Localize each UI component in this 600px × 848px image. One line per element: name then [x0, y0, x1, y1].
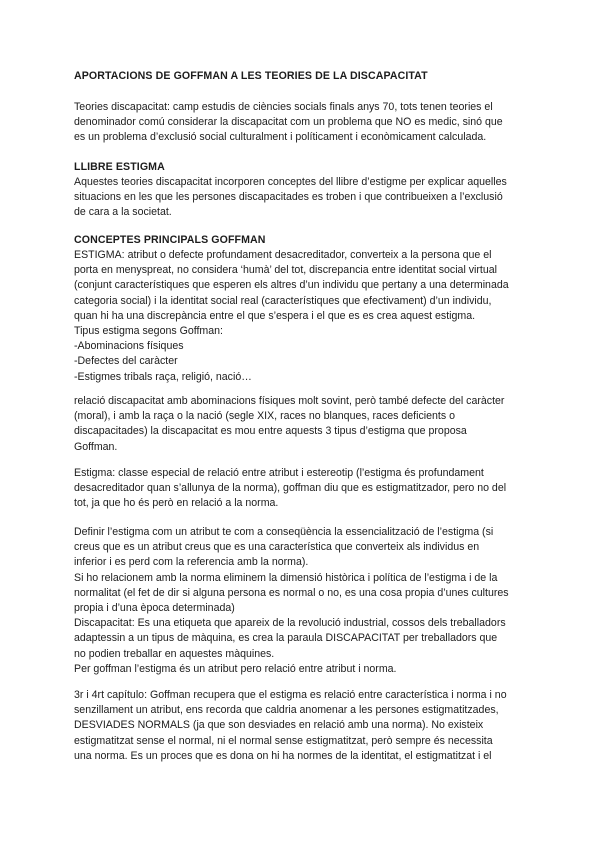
text-line: Goffman. [74, 440, 118, 453]
text-line: inferior i es perd com la referencia amb la norma). [74, 556, 309, 569]
text-line: no podien treballar en aquestes màquines. [74, 647, 275, 660]
text-line: estigmatitzat sense el normal, ni el normal sense estigmatitzat, però sempre és necessita [74, 734, 493, 747]
text-line: de cara a la societat. [74, 206, 172, 219]
text-line: categoria social) i la identitat social real (característiques que efectivament) d’un individu, [74, 294, 492, 307]
section-heading-llibre-estigma: LLIBRE ESTIGMA [74, 161, 165, 173]
text-line: desacreditador quan s’allunya de la norma), goffman diu que es estigmatitzador, pero no del [74, 482, 507, 495]
text-line: Aquestes teories discapacitat incorporen conceptes del llibre d’estigme per explicar aquelles [74, 176, 507, 188]
text-line: porta en menyspreat, no considera ‘humà’ del tot, discrepancia entre identitat social virtual [74, 264, 497, 277]
section-llibre-estigma-text [74, 175, 544, 221]
relation-paragraph [74, 394, 544, 455]
stigma-class-paragraph [74, 466, 544, 512]
text-line: Teories discapacitat: camp estudis de ciències socials finals anys 70, tots tenen teories el [74, 101, 493, 113]
section-heading-conceptes: CONCEPTES PRINCIPALS GOFFMAN [74, 234, 266, 246]
text-line: denominador comú considerar la discapacitat com un problema que NO es medic, sinó que [74, 116, 503, 129]
text-line: discapacitades) la discapacitat es mou entre aquests 3 tipus d’estigma que proposa [74, 425, 467, 438]
text-line: -Defectes del caràcter [74, 355, 178, 368]
text-line: 3r i 4rt capítulo: Goffman recupera que el estigma es relació entre característica i norma i no [74, 689, 507, 701]
text-line: ESTIGMA: atribut o defecte profundament desacreditador, converteix a la persona que el [74, 249, 492, 261]
intro-paragraph [74, 100, 544, 146]
text-line: Si ho relacionem amb la norma eliminem la dimensió històrica i política de l’estigma i de la [74, 571, 498, 584]
text-line: Estigma: classe especial de relació entre atribut i estereotip (l’estigma és profundament [74, 467, 484, 479]
text-line: Discapacitat: Es una etiqueta que apareix de la revolució industrial, cossos dels treballadors [74, 617, 506, 630]
text-line: es un problema d’exclusió social culturalment i políticament i econòmicament calculada. [74, 131, 487, 144]
text-line: (conjunt característiques que esperen els altres d’un individu que pertany a una determinada [74, 279, 509, 292]
text-line: propia i d’una època determinada) [74, 602, 235, 615]
text-line: Definir l’estigma com un atribut te com a conseqüència la essencialització de l’estigma (si [74, 526, 494, 538]
text-line: creus que es un atribut creus que es una característica que converteix als individus en [74, 541, 480, 554]
text-line: quan hi ha una discrepància entre el que s’espera i el que es es crea aquest estigma. [74, 309, 476, 322]
text-line: -Estigmes tribals raça, religió, nació… [74, 370, 252, 383]
text-line: (moral), i amb la raça o la nació (segle XIX, races no blanques, races deficients o [74, 410, 455, 423]
text-line: DESVIADES NORMALS (ja que son desviades en relació amb una norma). No existeix [74, 719, 484, 732]
text-line: tot, ja que ho és però en relació a la norma. [74, 497, 279, 510]
stigma-definition-paragraph [74, 248, 544, 385]
text-line: una norma. Es un proces que es dona on hi ha normes de la identitat, el estigmatitzat i el [74, 749, 492, 762]
text-line: normalitat (el fet de dir si alguna persona es normal o no, es una cosa propia d’unes cultures [74, 586, 509, 599]
text-line: Tipus estigma segons Goffman: [74, 325, 223, 338]
document-title: APORTACIONS DE GOFFMAN A LES TEORIES DE LA DISCAPACITAT [74, 70, 428, 82]
text-line: situacions en les que les persones discapacitades es troben i que contribueixen a l’exclusió [74, 191, 503, 204]
text-line: adaptessin a un tipus de màquina, es crea la paraula DISCAPACITAT per treballadors que [74, 632, 498, 645]
chapter-paragraph [74, 688, 544, 764]
text-line: senzillament un atribut, ens recorda que caldria anomenar a les persones estigmatitzades, [74, 704, 499, 717]
text-line: -Abominacions físiques [74, 340, 184, 353]
text-line: relació discapacitat amb abominacions físiques molt sovint, però també defecte del caràcter [74, 395, 505, 407]
text-line: Per goffman l’estigma és un atribut pero relació entre atribut i norma. [74, 662, 397, 675]
essentialization-paragraph [74, 525, 544, 677]
